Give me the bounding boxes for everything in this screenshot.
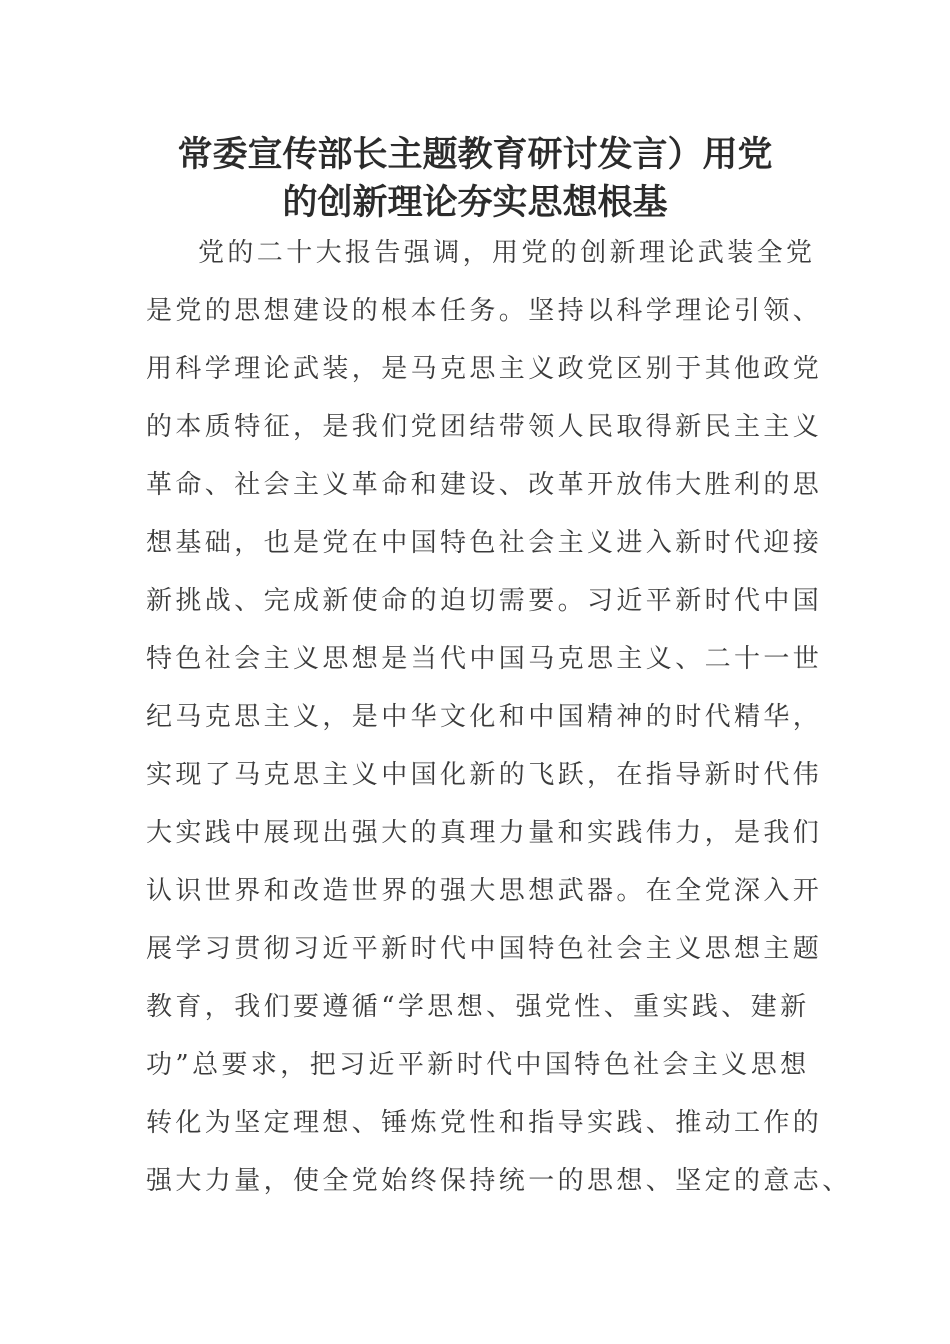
paragraph-line: 转化为坚定理想、锤炼党性和指导实践、推动工作的	[146, 1108, 823, 1138]
paragraph-line: 强大力量，使全党始终保持统一的思想、坚定的意志、	[146, 1166, 852, 1196]
title-line-1: 常委宣传部长主题教育研讨发言）用党	[177, 135, 773, 175]
paragraph-line: 大实践中展现出强大的真理力量和实践伟力，是我们	[146, 818, 823, 848]
paragraph-line: 是党的思想建设的根本任务。坚持以科学理论引领、	[146, 296, 823, 326]
paragraph-line: 实现了马克思主义中国化新的飞跃，在指导新时代伟	[146, 760, 823, 790]
paragraph-line: 纪马克思主义，是中华文化和中国精神的时代精华，	[146, 702, 823, 732]
paragraph-line: 功”总要求，把习近平新时代中国特色社会主义思想	[146, 1050, 810, 1080]
paragraph-line: 认识世界和改造世界的强大思想武器。在全党深入开	[146, 876, 823, 906]
paragraph-line: 用科学理论武装，是马克思主义政党区别于其他政党	[146, 354, 823, 384]
paragraph-line: 党的二十大报告强调，用党的创新理论武装全党	[198, 238, 816, 268]
paragraph-line: 革命、社会主义革命和建设、改革开放伟大胜利的思	[146, 470, 823, 500]
paragraph-line: 新挑战、完成新使命的迫切需要。习近平新时代中国	[146, 586, 823, 616]
paragraph-line: 展学习贯彻习近平新时代中国特色社会主义思想主题	[146, 934, 823, 964]
paragraph-line: 的本质特征，是我们党团结带领人民取得新民主主义	[146, 412, 823, 442]
paragraph-line: 教育，我们要遵循“学思想、强党性、重实践、建新	[146, 992, 810, 1022]
paragraph-line: 特色社会主义思想是当代中国马克思主义、二十一世	[146, 644, 823, 674]
title-line-2: 的创新理论夯实思想根基	[282, 183, 668, 223]
paragraph-line: 想基础，也是党在中国特色社会主义进入新时代迎接	[146, 528, 823, 558]
